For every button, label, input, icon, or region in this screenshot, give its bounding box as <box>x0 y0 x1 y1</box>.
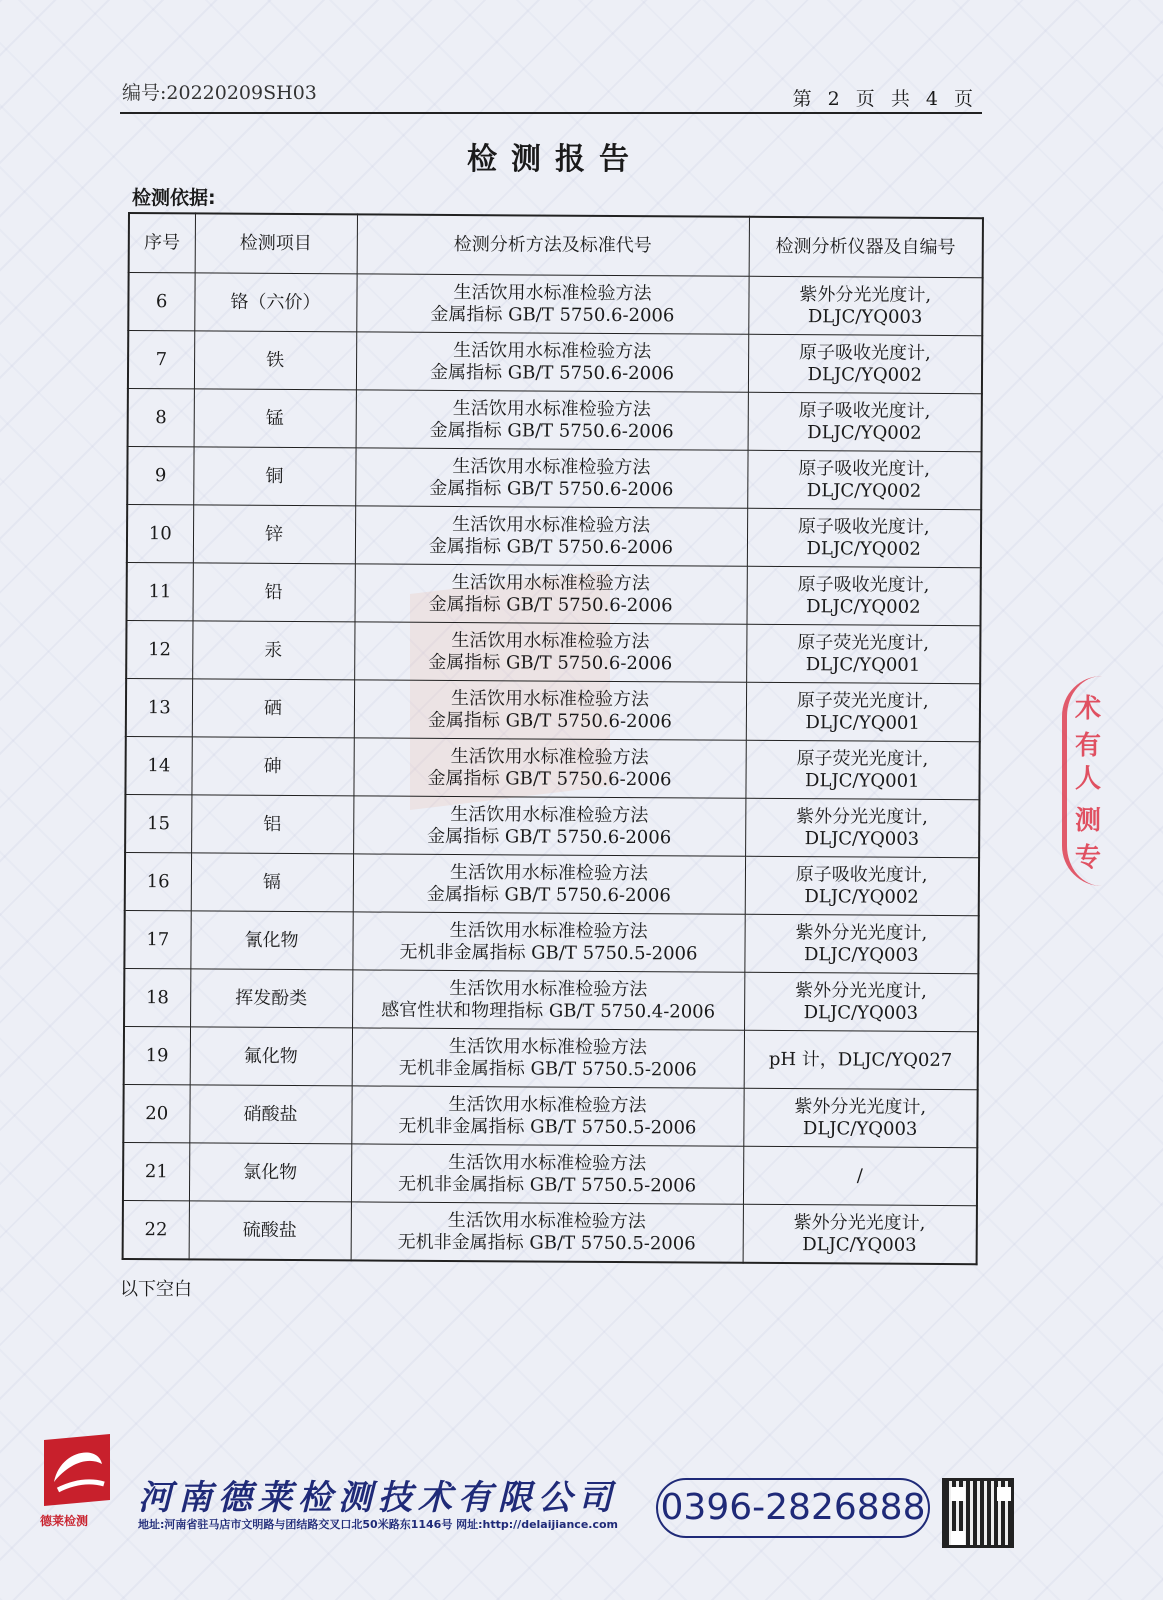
instrument-line: 原子荧光光度计, <box>796 689 929 712</box>
instrument-line: 紫外分光光度计, <box>796 805 928 828</box>
cell-no: 16 <box>125 852 191 910</box>
table-row <box>125 736 979 799</box>
cell-instrument <box>747 508 981 567</box>
cell-instrument <box>746 624 980 683</box>
cell-no: 8 <box>128 389 194 447</box>
instrument-line: 紫外分光光度计, <box>795 921 928 944</box>
report-number: 编号:20220209SH03 <box>122 82 317 104</box>
method-line: 生活饮用水标准检验方法 <box>452 397 651 420</box>
table-row <box>124 910 978 973</box>
method-line: 生活饮用水标准检验方法 <box>449 861 649 884</box>
cell-item: 砷 <box>191 737 353 796</box>
table-row <box>124 968 978 1031</box>
company-phone: 0396-2826888 <box>656 1478 930 1538</box>
method-line: 生活饮用水标准检验方法 <box>448 1151 647 1174</box>
cell-instrument <box>743 1204 977 1264</box>
basis-label: 检测依据: <box>132 187 216 209</box>
cell-no: 17 <box>124 910 190 968</box>
cell-item: 氰化物 <box>190 911 352 970</box>
red-seal-stamp: 术有 人 测专 <box>1062 676 1111 886</box>
test-basis-table <box>122 212 984 1265</box>
table-row <box>128 273 982 336</box>
company-address: 地址:河南省驻马店市文明路与团结路交叉口北50米路东1146号 网址:http://delaijiance.com <box>138 1518 618 1531</box>
cell-item: 氟化物 <box>190 1027 352 1086</box>
cell-instrument <box>746 682 980 741</box>
cell-no: 10 <box>127 505 193 563</box>
cell-no: 15 <box>125 794 191 852</box>
cell-item: 铬（六价） <box>194 273 356 332</box>
table-row <box>123 1200 977 1264</box>
instrument-line: DLJC/YQ003 <box>803 1001 919 1024</box>
cell-method <box>353 796 745 856</box>
cell-instrument <box>744 1030 978 1089</box>
cell-method <box>356 274 748 334</box>
method-line: 金属指标 GB/T 5750.6-2006 <box>426 883 671 906</box>
method-line: 无机非金属指标 GB/T 5750.5-2006 <box>397 1231 696 1254</box>
cell-no: 7 <box>128 331 194 389</box>
instrument-line: DLJC/YQ003 <box>802 1233 917 1256</box>
cell-no: 13 <box>126 678 192 736</box>
cell-instrument <box>743 1088 977 1147</box>
cell-method <box>353 854 745 914</box>
instrument-line: DLJC/YQ003 <box>803 943 919 966</box>
instrument-line: 紫外分光光度计, <box>794 1095 927 1118</box>
report-header <box>120 76 982 114</box>
table-row <box>126 620 980 683</box>
method-line: 生活饮用水标准检验方法 <box>450 745 649 768</box>
table-row <box>123 1084 977 1147</box>
method-line: 生活饮用水标准检验方法 <box>449 919 648 942</box>
cell-item: 镉 <box>191 853 353 912</box>
instrument-line: 原子吸收光度计, <box>795 863 928 886</box>
cell-instrument <box>747 450 981 509</box>
method-line: 感官性状和物理指标 GB/T 5750.4-2006 <box>381 999 716 1023</box>
instrument-line: DLJC/YQ003 <box>807 305 923 328</box>
cell-item: 锰 <box>194 389 356 448</box>
cell-instrument <box>745 798 979 857</box>
cell-item: 氯化物 <box>189 1143 351 1202</box>
table-row <box>126 678 980 741</box>
cell-instrument <box>745 856 979 915</box>
method-line: 金属指标 GB/T 5750.6-2006 <box>427 709 672 732</box>
instrument-line: DLJC/YQ003 <box>802 1117 918 1140</box>
table-row <box>125 794 979 857</box>
cell-instrument <box>744 972 978 1031</box>
cell-method <box>351 1086 743 1146</box>
instrument-line: DLJC/YQ003 <box>804 827 920 850</box>
method-line: 生活饮用水标准检验方法 <box>452 455 651 478</box>
cell-method <box>355 448 747 508</box>
instrument-line: DLJC/YQ002 <box>807 363 923 386</box>
cell-no: 22 <box>123 1200 189 1259</box>
method-line: 生活饮用水标准检验方法 <box>453 339 652 362</box>
blank-below-note: 以下空白 <box>120 1279 192 1300</box>
method-line: 生活饮用水标准检验方法 <box>450 803 649 826</box>
cell-method <box>351 1202 743 1263</box>
cell-instrument <box>746 566 980 625</box>
instrument-line: 紫外分光光度计, <box>793 1211 926 1234</box>
table-header-row <box>129 213 983 278</box>
cell-instrument <box>748 334 982 393</box>
cell-no: 18 <box>124 968 190 1026</box>
cell-item: 铜 <box>193 447 355 506</box>
cell-method <box>355 506 747 566</box>
cell-no: 19 <box>124 1026 190 1084</box>
cell-method <box>351 1144 743 1204</box>
instrument-line: 原子荧光光度计, <box>797 631 930 654</box>
method-line: 生活饮用水标准检验方法 <box>451 571 650 594</box>
cell-no: 21 <box>123 1142 189 1200</box>
column-header-no: 序号 <box>129 213 195 273</box>
table-row <box>127 562 981 625</box>
instrument-line: 紫外分光光度计, <box>795 979 927 1002</box>
cell-instrument <box>744 914 978 973</box>
cell-method <box>354 680 746 740</box>
cell-item: 铁 <box>194 331 356 390</box>
instrument-line: DLJC/YQ002 <box>806 595 921 618</box>
cell-instrument <box>745 740 979 799</box>
instrument-line: DLJC/YQ001 <box>805 769 920 792</box>
instrument-line: 原子吸收光度计, <box>798 457 931 480</box>
column-header-instrument: 检测分析仪器及自编号 <box>749 217 983 278</box>
cell-item: 汞 <box>192 621 354 680</box>
cell-method <box>356 390 748 450</box>
instrument-line: 原子吸收光度计, <box>797 573 930 596</box>
method-line: 无机非金属指标 GB/T 5750.5-2006 <box>398 1115 697 1138</box>
method-line: 生活饮用水标准检验方法 <box>453 281 652 304</box>
table-row <box>128 331 982 394</box>
instrument-line: DLJC/YQ002 <box>806 479 922 502</box>
method-line: 无机非金属指标 GB/T 5750.5-2006 <box>398 1173 697 1196</box>
method-line: 金属指标 GB/T 5750.6-2006 <box>429 361 675 384</box>
cell-item: 锌 <box>193 505 355 564</box>
cell-method <box>355 564 747 624</box>
cell-method <box>352 912 744 972</box>
table-row <box>125 852 979 915</box>
method-line: 生活饮用水标准检验方法 <box>447 1209 646 1232</box>
method-line: 金属指标 GB/T 5750.6-2006 <box>429 477 674 500</box>
instrument-line: 紫外分光光度计, <box>799 283 932 306</box>
page-count: 第 2 页 共 4 页 <box>792 88 978 110</box>
cell-item: 硝酸盐 <box>189 1085 351 1144</box>
method-line: 金属指标 GB/T 5750.6-2006 <box>430 303 675 326</box>
instrument-line: 原子吸收光度计, <box>797 515 930 538</box>
cell-no: 20 <box>123 1084 189 1142</box>
cell-no: 12 <box>126 620 192 678</box>
cell-no: 14 <box>125 736 191 794</box>
instrument-line: 原子荧光光度计, <box>796 747 929 770</box>
table-row <box>128 389 982 452</box>
method-line: 金属指标 GB/T 5750.6-2006 <box>428 651 673 674</box>
method-line: 金属指标 GB/T 5750.6-2006 <box>427 825 672 848</box>
cell-item: 挥发酚类 <box>190 969 352 1028</box>
method-line: 金属指标 GB/T 5750.6-2006 <box>429 419 674 442</box>
instrument-line: DLJC/YQ001 <box>805 653 921 676</box>
instrument-line: DLJC/YQ002 <box>804 885 919 908</box>
instrument-line: / <box>856 1164 863 1187</box>
footer-brand-short: 德莱检测 <box>40 1514 89 1528</box>
cell-method <box>353 738 745 798</box>
method-line: 生活饮用水标准检验方法 <box>448 1035 647 1058</box>
method-line: 金属指标 GB/T 5750.6-2006 <box>428 593 673 616</box>
instrument-line: DLJC/YQ002 <box>806 537 921 560</box>
page-title: 检测报告 <box>467 142 643 177</box>
cell-no: 6 <box>128 273 194 331</box>
method-line: 金属指标 GB/T 5750.6-2006 <box>427 767 672 790</box>
instrument-line: pH 计，DLJC/YQ027 <box>768 1048 953 1071</box>
instrument-line: DLJC/YQ001 <box>805 711 920 734</box>
cell-no: 9 <box>127 447 193 505</box>
method-line: 无机非金属指标 GB/T 5750.5-2006 <box>399 941 698 964</box>
table-body <box>123 273 983 1265</box>
method-line: 生活饮用水标准检验方法 <box>451 629 650 652</box>
cell-method <box>352 1028 744 1088</box>
column-header-method: 检测分析方法及标准代号 <box>357 214 749 276</box>
method-line: 生活饮用水标准检验方法 <box>452 513 651 536</box>
method-line: 无机非金属指标 GB/T 5750.5-2006 <box>398 1057 697 1080</box>
table-row <box>123 1142 977 1205</box>
table-row <box>127 447 981 510</box>
method-line: 生活饮用水标准检验方法 <box>448 1093 647 1116</box>
instrument-line: 原子吸收光度计, <box>798 399 931 422</box>
table-row <box>124 1026 978 1089</box>
cell-item: 铝 <box>191 795 353 854</box>
method-line: 生活饮用水标准检验方法 <box>449 977 648 1000</box>
cell-method <box>356 332 748 392</box>
table-row <box>127 505 981 568</box>
cell-item: 铅 <box>193 563 355 622</box>
cell-method <box>352 970 744 1030</box>
method-line: 金属指标 GB/T 5750.6-2006 <box>428 535 674 558</box>
company-name: 河南德莱检测技术有限公司 <box>138 1478 618 1518</box>
cell-method <box>354 622 746 682</box>
cell-instrument <box>748 276 982 335</box>
cell-item: 硒 <box>192 679 354 738</box>
cell-no: 11 <box>127 562 193 620</box>
column-header-item: 检测项目 <box>195 213 357 273</box>
company-logo-icon <box>40 1430 114 1518</box>
cell-instrument <box>743 1146 977 1205</box>
instrument-line: DLJC/YQ002 <box>807 421 922 444</box>
qr-code-icon <box>942 1478 1014 1548</box>
instrument-line: 原子吸收光度计, <box>798 341 931 364</box>
method-line: 生活饮用水标准检验方法 <box>450 687 650 710</box>
cell-instrument <box>748 392 982 451</box>
cell-item: 硫酸盐 <box>189 1201 351 1260</box>
